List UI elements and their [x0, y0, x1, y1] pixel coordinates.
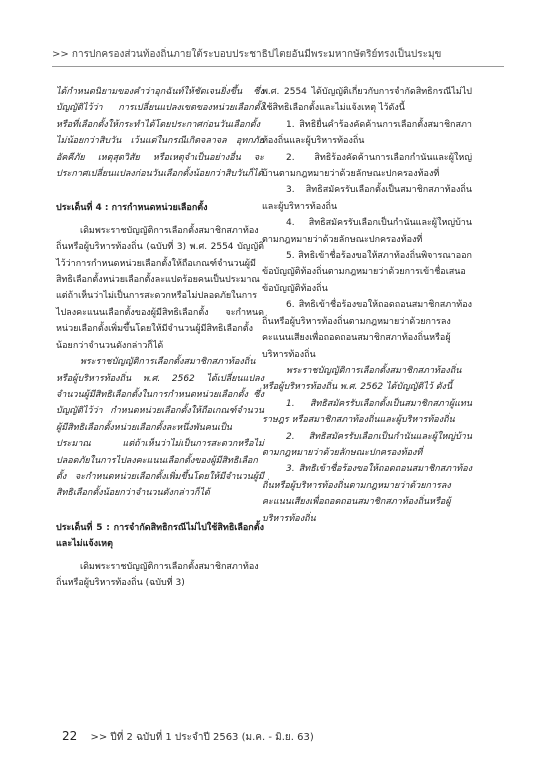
left-paragraph-4: เดิมพระราชบัญญัติการเลือกตั้งสมาชิกสภาท้องถิ่นหรือผู้บริหารท้องถิ่น (ฉบับที่ 3): [56, 561, 259, 588]
left-paragraph-2: เดิมพระราชบัญญัติการเลือกตั้งสมาชิกสภาท้องถิ่นหรือผู้บริหารท้องถิ่น (ฉบับที่ 3) พ.ศ. 2554 บัญญัติไว้ว่าการกำหนดหน่วยเลือกตั้งให้ถือเกณฑ์จำนวนผู้มีสิทธิเลือกตั้งหน่วยเลือกตั้งละแปดร้อยคนเป็นประมาณ แต่ถ้าเห็นว่าไม่เป็นการสะดวกหรือไม่ปลอดภัยในการไปลงคะแนนเลือกตั้งของผู้มีสิทธิเลือกตั้ง จะกำหนดหน่วยเลือกตั้งเพิ่มขึ้นโดยให้มีจำนวนผู้มีสิทธิเลือกตั้งน้อยกว่าจำนวนดังกล่าวก็ได้: [56, 225, 264, 351]
left-paragraph-1: ได้กำหนดนิยามของคำว่าอุกฉันท์ให้ชัดเจนยิ่งขึ้น ซึ่งบัญญัติไว้ว่า การเปลี่ยนแปลงเขตของหน่วยเลือกตั้งหรือที่เลือกตั้งให้กระทำได้โดยประกาศก่อนวันเลือกตั้งไม่น้อยกว่าสิบวัน เว้นแต่ในกรณีเกิดจลาจล อุทกภัย อัคคีภัย เหตุสุดวิสัย หรือเหตุจำเป็นอย่างอื่น จะประกาศเปลี่ยนแปลงก่อนวันเลือกตั้งน้อยกว่าสิบวันก็ได้: [56, 87, 264, 180]
issue-info: >> ปีที่ 2 ฉบับที่ 1 ประจำปี 2563 (ม.ค. - มิ.ย. 63): [90, 732, 314, 743]
right-column: [262, 84, 472, 527]
page-number: 22: [62, 729, 78, 743]
left-column: [56, 84, 264, 591]
old-rights-item-2: 2. สิทธิร้องคัดค้านการเลือกกำนันและผู้ใหญ่บ้านตามกฎหมายว่าด้วยลักษณะปกครองท้องที่: [262, 152, 472, 180]
right-paragraph-2: พระราชบัญญัติการเลือกตั้งสมาชิกสภาท้องถิ่นหรือผู้บริหารท้องถิ่น พ.ศ. 2562 ได้บัญญัติไว้ ดังนี้: [262, 365, 462, 393]
new-rights-item-1: 1. สิทธิสมัครรับเลือกตั้งเป็นสมาชิกสภาผู้แทนราษฎร หรือสมาชิกสภาท้องถิ่นและผู้บริหารท้องถิ่น: [262, 398, 472, 426]
old-rights-item-4: 4. สิทธิสมัครรับเลือกเป็นกำนันและผู้ใหญ่บ้านตามกฎหมายว่าด้วยลักษณะปกครองท้องที่: [262, 218, 472, 245]
old-rights-item-3: 3. สิทธิสมัครรับเลือกตั้งเป็นสมาชิกสภาท้องถิ่นและผู้บริหารท้องถิ่น: [262, 185, 472, 212]
old-rights-item-1: 1. สิทธิยื่นคำร้องคัดค้านการเลือกตั้งสมาชิกสภาท้องถิ่นและผู้บริหารท้องถิ่น: [262, 119, 472, 147]
new-rights-item-2: 2. สิทธิสมัครรับเลือกเป็นกำนันและผู้ใหญ่บ้านตามกฎหมายว่าด้วยลักษณะปกครองท้องที่: [262, 431, 472, 458]
section-heading-5: ประเด็นที่ 5 : การจำกัดสิทธิกรณีไม่ไปใช้สิทธิเลือกตั้ง และไม่แจ้งเหตุ: [56, 522, 264, 550]
running-header: >> การปกครองส่วนท้องถิ่นภายใต้ระบอบประชาธิปไตยอันมีพระมหากษัตริย์ทรงเป็นประมุข: [52, 49, 442, 60]
section-heading-4: ประเด็นที่ 4 : การกำหนดหน่วยเลือกตั้ง: [56, 203, 208, 214]
new-rights-item-3: 3. สิทธิเข้าชื่อร้องขอให้ถอดถอนสมาชิกสภาท้องถิ่นหรือผู้บริหารท้องถิ่นตามกฎหมายว่าด้วยการลงคะแนนเสียงเพื่อถอดถอนสมาชิกสภาท้องถิ่นหรือผู้บริหารท้องถิ่น: [262, 464, 472, 524]
header-divider: [52, 66, 504, 67]
old-rights-item-5: 5. สิทธิเข้าชื่อร้องขอให้สภาท้องถิ่นพิจารณาออกข้อบัญญัติท้องถิ่นตามกฎหมายว่าด้วยการเข้าชื่อเสนอข้อบัญญัติท้องถิ่น: [262, 251, 472, 294]
right-paragraph-1: พ.ศ. 2554 ได้บัญญัติเกี่ยวกับการจำกัดสิทธิกรณีไม่ไปใช้สิทธิเลือกตั้งและไม่แจ้งเหตุ ไว้ดังนี้: [262, 87, 472, 114]
old-rights-item-6: 6. สิทธิเข้าชื่อร้องขอให้ถอดถอนสมาชิกสภาท้องถิ่นหรือผู้บริหารท้องถิ่นตามกฎหมายว่าด้วยการลงคะแนนเสียงเพื่อถอดถอนสมาชิกสภาท้องถิ่นหรือผู้บริหารท้องถิ่น: [262, 300, 472, 360]
page-footer: [62, 729, 314, 745]
left-paragraph-3: พระราชบัญญัติการเลือกตั้งสมาชิกสภาท้องถิ่นหรือผู้บริหารท้องถิ่น พ.ศ. 2562 ได้เปลี่ยนแปลงจำนวนผู้มีสิทธิเลือกตั้งในการกำหนดหน่วยเลือกตั้ง ซึ่งบัญญัติไว้ว่า กำหนดหน่วยเลือกตั้งให้ถือเกณฑ์จำนวนผู้มีสิทธิเลือกตั้งหน่วยเลือกตั้งละหนึ่งพันคนเป็นประมาณ แต่ถ้าเห็นว่าไม่เป็นการสะดวกหรือไม่ปลอดภัยในการไปลงคะแนนเลือกตั้งของผู้มีสิทธิเลือกตั้ง จะกำหนดหน่วยเลือกตั้งเพิ่มขึ้นโดยให้มีจำนวนผู้มีสิทธิเลือกตั้งน้อยกว่าจำนวนดังกล่าวก็ได้: [56, 357, 264, 499]
